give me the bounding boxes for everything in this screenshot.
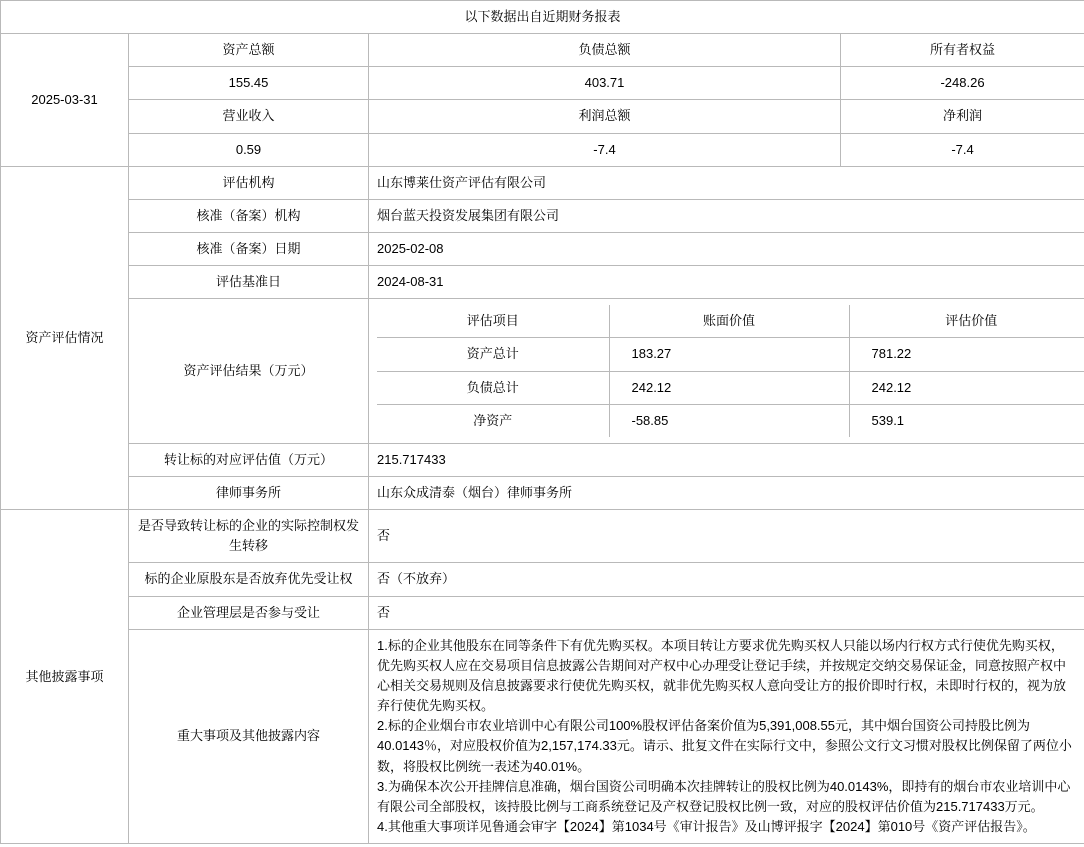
- section-label-disclosure: 其他披露事项: [1, 510, 129, 844]
- financial-value-total-liabilities: 403.71: [369, 67, 841, 100]
- disclosure-row-major-matters: [1, 629, 1084, 843]
- financial-values-row-1: [1, 67, 1084, 100]
- financial-header-total-liabilities: 负债总额: [369, 34, 841, 67]
- appraisal-row-base-date: [1, 266, 1084, 299]
- financial-value-total-assets: 155.45: [129, 67, 369, 100]
- appraisal-results-item-1: 负债总计: [377, 371, 609, 404]
- section-label-appraisal: 资产评估情况: [1, 166, 129, 509]
- disclosure-major-matters-content: [369, 629, 1084, 843]
- appraisal-results-item-0: 资产总计: [377, 338, 609, 371]
- appraisal-label-approval-date: 核准（备案）日期: [129, 232, 369, 265]
- financial-headers-row-2: [1, 100, 1084, 133]
- appraisal-results-header-book: 账面价值: [609, 305, 849, 338]
- appraisal-row-approval-date: [1, 232, 1084, 265]
- appraisal-label-transfer-value: 转让标的对应评估值（万元）: [129, 443, 369, 476]
- financial-date: 2025-03-31: [1, 34, 129, 167]
- financial-title: 以下数据出自近期财务报表: [1, 1, 1084, 34]
- disclosure-paragraph-2: 2.标的企业烟台市农业培训中心有限公司100%股权评估备案价值为5,391,008.55元，其中烟台国资公司持股比例为40.0143％，对应股权价值为2,157,174.33元。请示、批复文件在实际行文中，参照公文行文习惯对股权比例保留了两位小数，将股权比例统一表述为40.01%。: [377, 718, 1072, 774]
- disclosure-label-major-matters: 重大事项及其他披露内容: [129, 629, 369, 843]
- appraisal-results-header-row: [377, 305, 1084, 338]
- financial-title-row: [1, 1, 1084, 34]
- appraisal-label-base-date: 评估基准日: [129, 266, 369, 299]
- appraisal-row-agency: [1, 166, 1084, 199]
- appraisal-results-appraised-2: 539.1: [849, 404, 1084, 437]
- financial-values-row-2: [1, 133, 1084, 166]
- appraisal-row-results: [1, 299, 1084, 444]
- appraisal-results-book-1: 242.12: [609, 371, 849, 404]
- financial-header-total-profit: 利润总额: [369, 100, 841, 133]
- appraisal-row-transfer-value: [1, 443, 1084, 476]
- disclosure-value-preemptive-right: 否（不放弃）: [369, 563, 1084, 596]
- appraisal-results-header-appraised: 评估价值: [849, 305, 1084, 338]
- appraisal-results-table: [377, 305, 1084, 437]
- table-row: [377, 404, 1084, 437]
- appraisal-label-law-firm: 律师事务所: [129, 476, 369, 509]
- table-row: [377, 338, 1084, 371]
- appraisal-value-law-firm: 山东众成清泰（烟台）律师事务所: [369, 476, 1084, 509]
- disclosure-value-control-transfer: 否: [369, 510, 1084, 563]
- appraisal-results-book-0: 183.27: [609, 338, 849, 371]
- appraisal-label-agency: 评估机构: [129, 166, 369, 199]
- financial-value-net-profit: -7.4: [841, 133, 1084, 166]
- appraisal-results-header-item: 评估项目: [377, 305, 609, 338]
- financial-headers-row-1: [1, 34, 1084, 67]
- disclosure-paragraph-4: 4.其他重大事项详见鲁通会审字【2024】第1034号《审计报告》及山博评报字【2024】第010号《资产评估报告》。: [377, 818, 1036, 834]
- financial-header-net-profit: 净利润: [841, 100, 1084, 133]
- disclosure-label-management-participation: 企业管理层是否参与受让: [129, 596, 369, 629]
- appraisal-row-law-firm: [1, 476, 1084, 509]
- appraisal-value-agency: 山东博莱仕资产评估有限公司: [369, 166, 1084, 199]
- disclosure-value-management-participation: 否: [369, 596, 1084, 629]
- disclosure-row-control-transfer: [1, 510, 1084, 563]
- disclosure-label-control-transfer: 是否导致转让标的企业的实际控制权发生转移: [129, 510, 369, 563]
- disclosure-paragraph-3: 3.为确保本次公开挂牌信息准确，烟台国资公司明确本次挂牌转让的股权比例为40.0143%，即持有的烟台市农业培训中心有限公司全部股权，该持股比例与工商系统登记及产权登记股权比例一致，对应的股权评估价值为215.717433万元。: [377, 778, 1071, 814]
- financial-header-total-assets: 资产总额: [129, 34, 369, 67]
- appraisal-value-base-date: 2024-08-31: [369, 266, 1084, 299]
- financial-value-owners-equity: -248.26: [841, 67, 1084, 100]
- table-row: [377, 371, 1084, 404]
- appraisal-label-approver: 核准（备案）机构: [129, 199, 369, 232]
- financial-header-revenue: 营业收入: [129, 100, 369, 133]
- financial-header-owners-equity: 所有者权益: [841, 34, 1084, 67]
- appraisal-results-book-2: -58.85: [609, 404, 849, 437]
- appraisal-value-approval-date: 2025-02-08: [369, 232, 1084, 265]
- appraisal-value-transfer-value: 215.717433: [369, 443, 1084, 476]
- appraisal-results-appraised-0: 781.22: [849, 338, 1084, 371]
- disclosure-label-preemptive-right: 标的企业原股东是否放弃优先受让权: [129, 563, 369, 596]
- appraisal-value-approver: 烟台蓝天投资发展集团有限公司: [369, 199, 1084, 232]
- appraisal-label-results: 资产评估结果（万元）: [129, 299, 369, 444]
- appraisal-results-table-cell: [369, 299, 1084, 444]
- disclosure-row-management-participation: [1, 596, 1084, 629]
- disclosure-paragraph-1: 1.标的企业其他股东在同等条件下有优先购买权。本项目转让方要求优先购买权人只能以场内行权方式行使优先购买权，优先购买权人应在交易项目信息披露公告期间对产权中心办理受让登记手续，并按规定交纳交易保证金，同意按照产权中心相关交易规则及信息披露要求行使优先购买权，就非优先购买权人意向受让方的报价即时行权，未即时行权的，视为放弃行使优先购买权。: [377, 637, 1067, 714]
- appraisal-row-approver: [1, 199, 1084, 232]
- financial-value-total-profit: -7.4: [369, 133, 841, 166]
- financial-value-revenue: 0.59: [129, 133, 369, 166]
- appraisal-results-appraised-1: 242.12: [849, 371, 1084, 404]
- appraisal-results-item-2: 净资产: [377, 404, 609, 437]
- disclosure-row-preemptive-right: [1, 563, 1084, 596]
